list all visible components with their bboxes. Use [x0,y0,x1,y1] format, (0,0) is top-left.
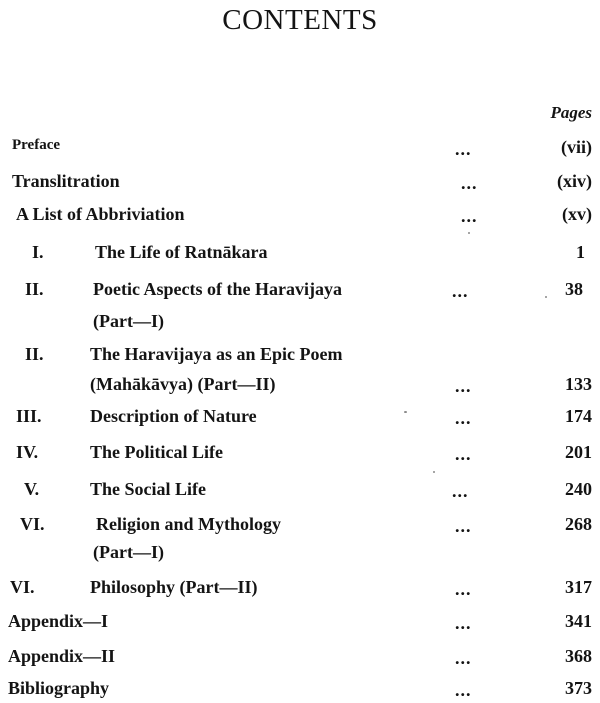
toc-entry-label: The Life of Ratnākara [95,242,268,262]
toc-leader: ... [455,408,472,428]
toc-leader: ... [455,376,472,396]
toc-entry-page: 317 [565,577,592,597]
toc-leader: ... [455,139,472,159]
toc-entry-number: VI. [10,577,35,597]
toc-entry-page: 368 [565,646,592,666]
scan-speck [433,471,435,473]
toc-entry-number: I. [32,242,44,262]
toc-entry-label: Description of Nature [90,406,257,426]
toc-entry-label: Poetic Aspects of the Haravijaya [93,279,342,299]
toc-leader: ... [452,281,469,301]
toc-leader: ... [461,206,478,226]
toc-entry-page: 133 [565,374,592,394]
toc-entry-number: II. [25,344,44,364]
toc-entry-page: (xiv) [557,171,592,191]
toc-entry-page: 38 [565,279,583,299]
toc-entry-page: 240 [565,479,592,499]
scan-speck [468,232,470,234]
toc-entry-page: 341 [565,611,592,631]
toc-entry-page: (vii) [561,137,592,157]
toc-leader: ... [455,516,472,536]
toc-entry-label: The Political Life [90,442,223,462]
toc-leader: ... [455,444,472,464]
toc-entry-number: II. [25,279,44,299]
toc-entry-label: The Haravijaya as an Epic Poem [90,344,343,364]
toc-entry-number: IV. [16,442,39,462]
toc-entry-label: A List of Abbriviation [16,204,185,224]
toc-entry-label: The Social Life [90,479,206,499]
toc-leader: ... [461,173,478,193]
page-title: CONTENTS [222,4,378,36]
toc-entry-label-cont: (Part—I) [93,311,164,331]
toc-entry-label: Bibliography [8,678,110,698]
toc-entry-label: Preface [12,137,61,153]
toc-leader: ... [452,481,469,501]
toc-entry-label-cont: (Mahākāvya) (Part—II) [90,374,276,394]
toc-leader: ... [455,613,472,633]
toc-entry-label: Appendix—I [8,611,109,631]
scan-speck [404,411,407,413]
scan-speck [545,296,547,298]
pages-column-heading: Pages [550,103,592,122]
toc-entry-label: Translitration [12,171,120,191]
toc-entry-page: 201 [565,442,592,462]
toc-entry-page: 373 [565,678,592,698]
toc-leader: ... [455,579,472,599]
toc-entry-page: 268 [565,514,592,534]
toc-entry-label: Philosophy (Part—II) [90,577,258,597]
toc-leader: ... [455,680,472,700]
toc-entry-number: VI. [20,514,45,534]
toc-entry-label: Religion and Mythology [96,514,282,534]
toc-leader: ... [455,648,472,668]
toc-entry-label: Appendix—II [8,646,116,666]
toc-entry-page: 1 [576,242,585,262]
toc-entry-page: 174 [565,406,592,426]
toc-entry-page: (xv) [562,204,592,224]
toc-entry-label-cont: (Part—I) [93,542,164,562]
toc-entry-number: V. [24,479,40,499]
toc-entry-number: III. [16,406,42,426]
